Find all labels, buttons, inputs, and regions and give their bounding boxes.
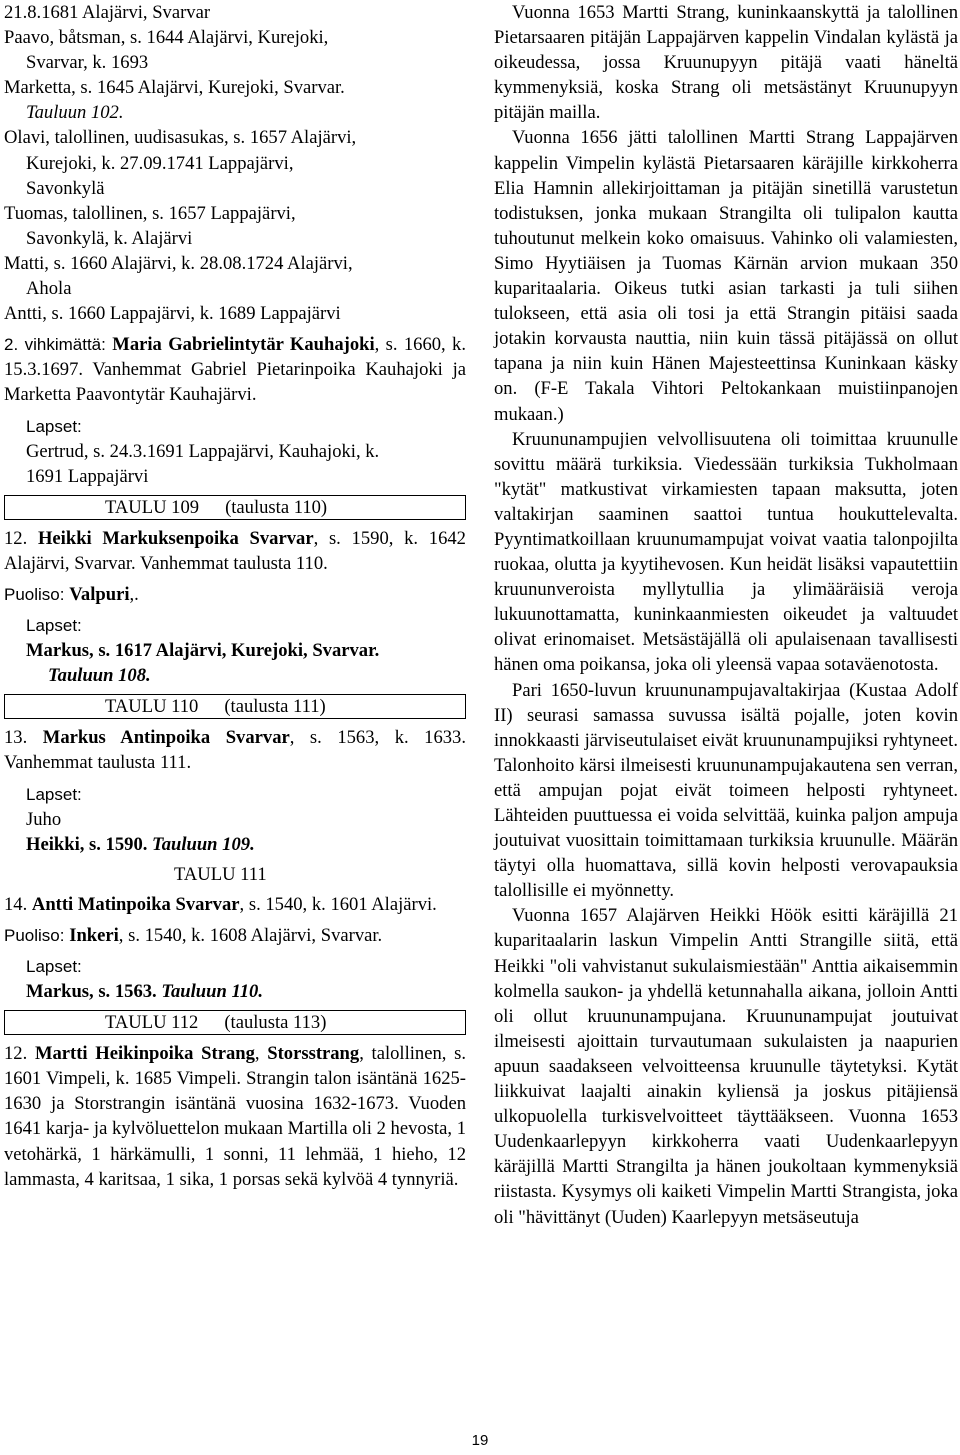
children-label: Lapset: xyxy=(26,416,82,436)
text-line: Olavi, talollinen, uudisasukas, s. 1657 Alajärvi, xyxy=(4,127,357,149)
child-entry: Markus, s. 1617 Alajärvi, Kurejoki, Svarvar. xyxy=(26,640,380,662)
text-line: Kurejoki, k. 27.09.1741 Lappajärvi, xyxy=(26,152,294,174)
paragraph: Vuonna 1657 Alajärven Heikki Höök esitti käräjillä 21 kuparitaalarin laskun Vimpelin Antti Strangille siitä, että Heikki "oli vahvistanut sukulaismiestään" Anttia aikaisemmin kolmella saukon- ja yhdellä ketunnahalla aikana, jolloin Antti oli ollut kruununampujana. Kruununampujat joutuivat ilmeisesti ajoittain turvautumaan sukulaisten ja naapurien apuun saadakseen velvoitteensa kruunulle täytetyksi. Kytät liikkuivat laajalti ainakin kyliensä ja joskus pitäjiensä ulkopuolella turkisvelvoitteet täyttääkseen. Vuonna 1653 Uudenkaarlepyyn kirkkoherra vaati Uudenkaarlepyyn käräjillä Martti Strangilta ja hänen joukoltaan kymmenyksiä riistasta. Kysymys oli kaiketi Vimpelin Martti Strangista, joka oli "hävittänyt (Uuden) Kaarlepyyn metsäseutuja xyxy=(494,905,958,1228)
table-reference: Tauluun 108. xyxy=(48,665,151,687)
text-line: Paavo, båtsman, s. 1644 Alajärvi, Kurejoki, xyxy=(4,27,329,49)
text-line: Tuomas, talollinen, s. 1657 Lappajärvi, xyxy=(4,202,296,224)
spouse-entry: Puoliso: Inkeri, s. 1540, k. 1608 Alajärvi, Svarvar. xyxy=(4,924,383,946)
paragraph: Pari 1650-luvun kruununampujavaltakirjaa (Kustaa Adolf II) seurasi samassa suvussa isältä pojalle, joten kovin innokkaasti järviseutulaiset eivät kruununampujiksi ryhtyneet. Talonhoito kärsi ilmeisesti kruununampujakautena sen verran, että ampujan pojat eivät toimeen helposti ryhtyneet. Lähteiden puuttuessa ei voida selvittää, kuinka paljon ampuja joutuivat vuosittain toimittamaan turkiksia kruunulle. Määrän täytyi olla huomattava, sillä kovin helposti verovapauksia talollisille ei myönnetty. xyxy=(494,679,958,902)
person-entry-12: 12. Heikki Markuksenpoika Svarvar, s. 1590, k. 1642 Alajärvi, Svarvar. Vanhemmat taulusta 110. xyxy=(4,527,466,574)
table-heading-112: TAULU 112 (taulusta 113) xyxy=(4,1010,466,1035)
spouse-entry: Puoliso: Valpuri,. xyxy=(4,583,139,605)
child-entry: Markus, s. 1563. Tauluun 110. xyxy=(26,981,263,1003)
left-column xyxy=(4,0,466,1192)
child-entry: Juho xyxy=(26,808,62,830)
paragraph: Vuonna 1653 Martti Strang, kuninkaanskyttä ja talollinen Pietarsaaren pitäjän Lappajärven kappelin Vindalan kylästä ja oikeudessa, jossa Kruunupyyn pitäjä vaati häneltä kymmenyksiä, koska Strang oli metsästänyt Kruunupyyn pitäjän mailla. xyxy=(494,2,958,124)
text-line: Ahola xyxy=(26,278,72,300)
child-entry: Heikki, s. 1590. Tauluun 109. xyxy=(26,833,255,855)
page-number: 19 xyxy=(471,1432,489,1449)
person-entry-martti: 12. Martti Heikinpoika Strang, Storsstrang, talollinen, s. 1601 Vimpeli, k. 1685 Vimpeli. Strangin talon isäntänä 1625-1630 ja Storstrangin isäntänä vuosina 1632-1673. Vuoden 1641 karja- ja kylvöluettelon mukaan Martilla oli 2 hevosta, 1 vetohärkä, 1 härkämulli, 1 sonni, 11 lehmää, 1 hieho, 12 lammasta, 4 karitsaa, 1 sika, 1 porsas sekä kylvöä 4 tynnyriä. xyxy=(4,1043,467,1190)
person-entry-14: 14. Antti Matinpoika Svarvar, s. 1540, k. 1601 Alajärvi. xyxy=(4,893,437,915)
text-line: 21.8.1681 Alajärvi, Svarvar xyxy=(4,2,211,23)
text-line: Marketta, s. 1645 Alajärvi, Kurejoki, Svarvar. xyxy=(4,77,345,99)
paragraph: Kruununampujien velvollisuutena oli toimittaa kruunulle sovittu määrä turkiksia. Viedessään turkiksia Tukholmaan "kytät" matkustivat virkamiesten tapaan maksutta, joten valtakirjan saaminen saattoi tuntua houkuttelevalta. Pyyntimatkoillaan kruunumampujat voivat vaatia talonpojilta ruokaa, olutta ja kyytihevosen. Kun heidät lisäksi vapautettiin kruununveroista myllytullia ja ylimääräisiä veroja lukuunottamatta, kuninkaanmiesten oikeudet ja valtuudet olivat erinomaiset. Metsästäjällä oli apulaisenaan tavallisesti hänen oma poikansa, joka oli yleensä vapaa sotaväenotosta. xyxy=(494,428,958,676)
children-label: Lapset: xyxy=(26,616,82,636)
table-heading-109: TAULU 109 (taulusta 110) xyxy=(4,495,466,520)
person-entry-13: 13. Markus Antinpoika Svarvar, s. 1563, k. 1633. Vanhemmat taulusta 111. xyxy=(4,727,466,774)
text-line: Savonkylä xyxy=(26,177,105,199)
text-line: Matti, s. 1660 Alajärvi, k. 28.08.1724 Alajärvi, xyxy=(4,252,353,274)
spouse-entry: 2. vihkimättä: Maria Gabrielintytär Kauhajoki, s. 1660, k. 15.3.1697. Vanhemmat Gabriel Pietarinpoika Kauhajoki ja Marketta Paavontytär Kauhajärvi. xyxy=(4,334,466,406)
child-entry: Gertrud, s. 24.3.1691 Lappajärvi, Kauhajoki, k. xyxy=(26,440,380,462)
child-entry: 1691 Lappajärvi xyxy=(26,465,149,487)
table-heading-110: TAULU 110 (taulusta 111) xyxy=(4,694,466,719)
right-column xyxy=(494,0,958,1230)
children-label: Lapset: xyxy=(26,784,82,804)
table-heading-111: TAULU 111 xyxy=(174,863,267,885)
paragraph: Vuonna 1656 jätti talollinen Martti Strang Lappajärven kappelin Vimpelin kylästä Pietarsaaren käräjille kirkkoherra Elia Hamnin allekirjoittaman ja pitäjän sinetillä varustetun todistuksen, jonka mukaan Strangilta oli tulipalon kautta tuhoutunut melkein koko omaisuus. Vahinko oli valamiesten, Simo Hyytiäisen ja Tuomas Kärnän arvion mukaan 350 kuparitaalaria. Oikeus tutki asian tarkasti ja tuli siihen tulokseen, että asia oli tosi ja että Strangin pitäisi saada jotakin korvausta nauttia, niin kuin tässä pitäjässä on ollut tapana ja niin kuin Hänen Majesteettinsa Kuninkaan käsky on. (F-E Takala Vihtori Peltokankaan muistiinpanojen mukaan.) xyxy=(494,127,958,425)
text-line: Antti, s. 1660 Lappajärvi, k. 1689 Lappajärvi xyxy=(4,303,341,325)
table-reference: Tauluun 102. xyxy=(26,102,124,124)
children-label: Lapset: xyxy=(26,957,82,976)
text-line: Svarvar, k. 1693 xyxy=(26,52,149,74)
text-line: Savonkylä, k. Alajärvi xyxy=(26,227,193,249)
